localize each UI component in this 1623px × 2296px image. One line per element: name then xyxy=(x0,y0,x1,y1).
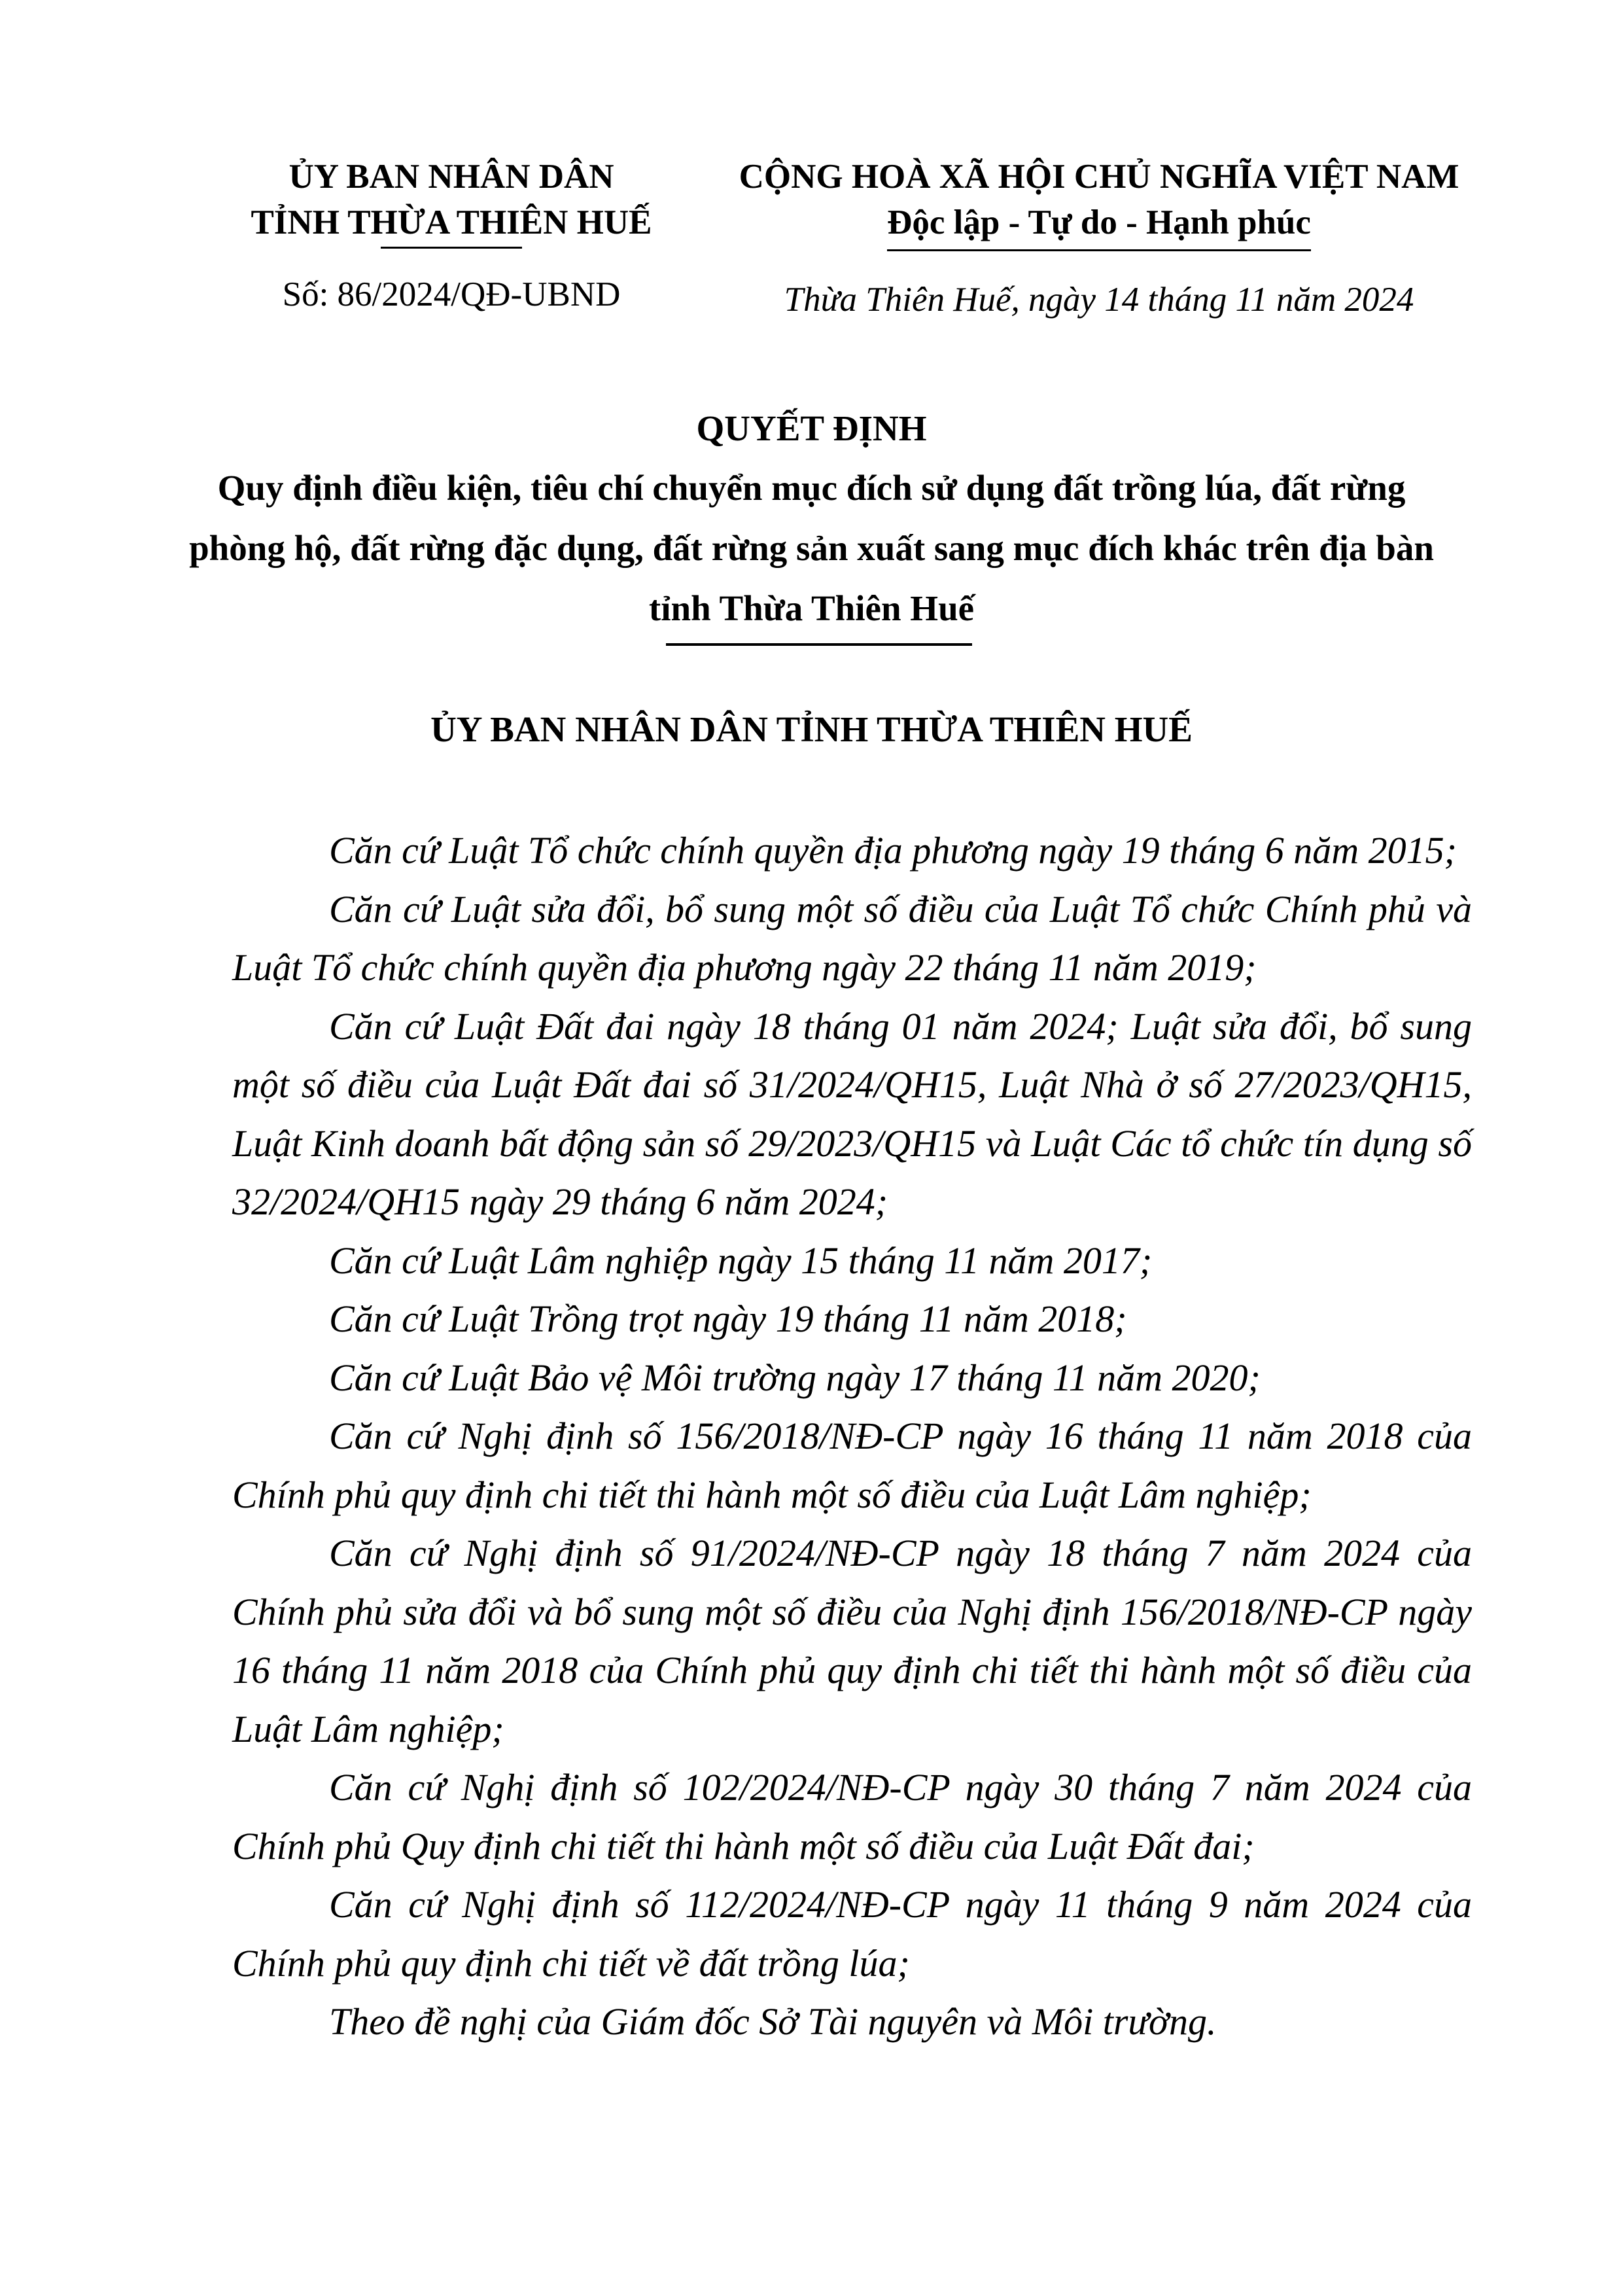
document-number: Số: 86/2024/QĐ-UBND xyxy=(282,275,621,313)
national-title: CỘNG HOÀ XÃ HỘI CHỦ NGHĨA VIỆT NAM xyxy=(739,158,1459,196)
preamble-paragraph: Căn cứ Nghị định số 156/2018/NĐ-CP ngày 16 tháng 11 năm 2018 của Chính phủ quy định chi tiết thi hành một số điều của Luật Lâm nghiệp; xyxy=(232,1415,1472,1516)
national-title-block xyxy=(713,154,1485,251)
document-date: Thừa Thiên Huế, ngày 14 tháng 11 năm 2024 xyxy=(784,281,1414,319)
preamble-paragraph: Căn cứ Luật Tổ chức chính quyền địa phương ngày 19 tháng 6 năm 2015; xyxy=(329,829,1457,872)
preamble-paragraph: Căn cứ Nghị định số 102/2024/NĐ-CP ngày 30 tháng 7 năm 2024 của Chính phủ Quy định chi tiết thi hành một số điều của Luật Đất đai; xyxy=(232,1766,1472,1867)
preamble-paragraph: Căn cứ Luật Bảo vệ Môi trường ngày 17 tháng 11 năm 2020; xyxy=(329,1356,1261,1399)
preamble xyxy=(232,821,1472,2051)
issuing-authority-block xyxy=(216,154,687,245)
preamble-paragraph: Căn cứ Luật Đất đai ngày 18 tháng 01 năm 2024; Luật sửa đổi, bổ sung một số điều của Luật Đất đai số 31/2024/QH15, Luật Nhà ở số 27/2023/QH15, Luật Kinh doanh bất động sản số 29/2023/QH15 và Luật Các tổ chức tín dụng số 32/2024/QH15 ngày 29 tháng 6 năm 2024; xyxy=(232,1004,1472,1223)
authority-underline xyxy=(381,247,522,249)
subtitle-underline xyxy=(666,643,972,646)
document-subtitle: Quy định điều kiện, tiêu chí chuyển mục đích sử dụng đất trồng lúa, đất rừng phòng hộ, đất rừng đặc dụng, đất rừng sản xuất sang mục đích khác trên địa bàn tỉnh Thừa Thiên Huế xyxy=(189,468,1434,628)
national-motto: Độc lập - Tự do - Hạnh phúc xyxy=(887,200,1311,251)
authority-line-1: ỦY BAN NHÂN DÂN xyxy=(288,158,614,196)
authority-line-2: TỈNH THỪA THIÊN HUẾ xyxy=(251,203,652,241)
preamble-paragraph: Căn cứ Nghị định số 91/2024/NĐ-CP ngày 18 tháng 7 năm 2024 của Chính phủ sửa đổi và bổ sung một số điều của Nghị định 156/2018/NĐ-CP ngày 16 tháng 11 năm 2018 của Chính phủ quy định chi tiết thi hành một số điều của Luật Lâm nghiệp; xyxy=(232,1532,1472,1750)
preamble-paragraph: Căn cứ Luật Trồng trọt ngày 19 tháng 11 năm 2018; xyxy=(329,1298,1127,1340)
issuing-body-heading: ỦY BAN NHÂN DÂN TỈNH THỪA THIÊN HUẾ xyxy=(430,709,1193,749)
preamble-paragraph: Căn cứ Luật Lâm nghiệp ngày 15 tháng 11 năm 2017; xyxy=(329,1239,1153,1282)
preamble-paragraph: Theo đề nghị của Giám đốc Sở Tài nguyên và Môi trường. xyxy=(329,2000,1217,2043)
document-title: QUYẾT ĐỊNH xyxy=(696,408,927,448)
preamble-paragraph: Căn cứ Nghị định số 112/2024/NĐ-CP ngày 11 tháng 9 năm 2024 của Chính phủ quy định chi tiết về đất trồng lúa; xyxy=(232,1883,1472,1985)
preamble-paragraph: Căn cứ Luật sửa đổi, bổ sung một số điều của Luật Tổ chức Chính phủ và Luật Tổ chức chính quyền địa phương ngày 22 tháng 11 năm 2019; xyxy=(232,887,1472,989)
